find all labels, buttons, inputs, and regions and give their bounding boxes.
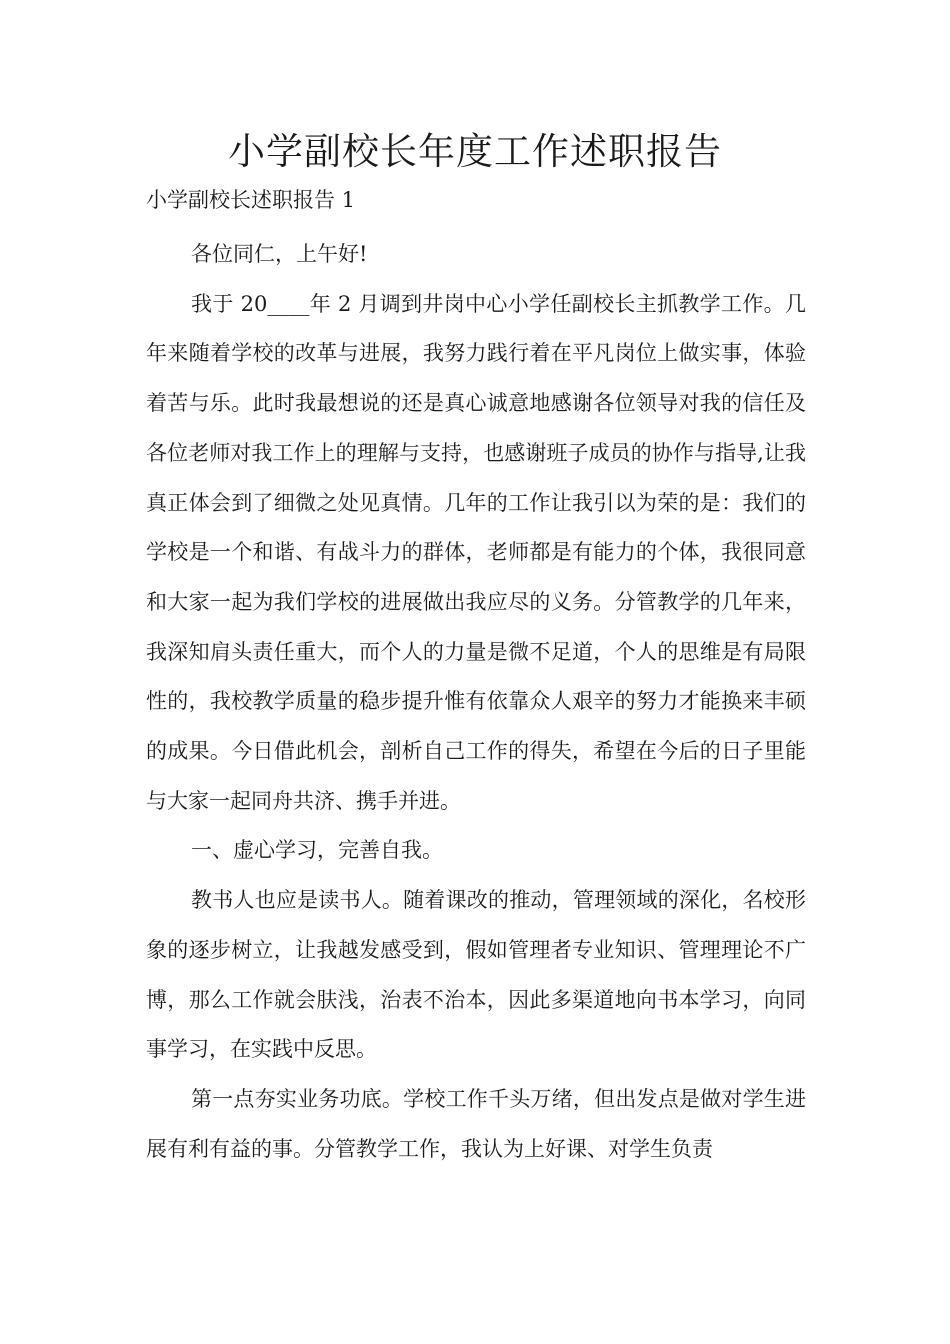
- document-body: [146, 230, 806, 1174]
- body-paragraph: 第一点夯实业务功底。学校工作千头万绪，但出发点是做对学生进展有利有益的事。分管教学工作，我认为上好课、对学生负责: [146, 1086, 806, 1161]
- document-subtitle: 小学副校长述职报告 1: [146, 188, 356, 212]
- greeting-paragraph: 各位同仁，上午好!: [191, 242, 368, 266]
- intro-paragraph: 我于 20____年 2 月调到井岗中心小学任副校长主抓教学工作。几年来随着学校的改革与进展，我努力践行着在平凡岗位上做实事，体验着苦与乐。此时我最想说的还是真心诚意地感谢各位领导对我的信任及各位老师对我工作上的理解与支持，也感谢班子成员的协作与指导,让我真正体会到了细微之处见真情。几年的工作让我引以为荣的是：我们的学校是一个和谐、有战斗力的群体，老师都是有能力的个体，我很同意和大家一起为我们学校的进展做出我应尽的义务。分管教学的几年来，我深知肩头责任重大，而个人的力量是微不足道，个人的思维是有局限性的，我校教学质量的稳步提升惟有依靠众人艰辛的努力才能换来丰硕的成果。今日借此机会，剖析自己工作的得失，希望在今后的日子里能与大家一起同舟共济、携手并进。: [146, 291, 806, 813]
- body-paragraph: 教书人也应是读书人。随着课改的推动，管理领域的深化，名校形象的逐步树立，让我越发感受到，假如管理者专业知识、管理理论不广博，那么工作就会肤浅，治表不治本，因此多渠道地向书本学习，向同事学习，在实践中反思。: [146, 888, 806, 1062]
- document-title: 小学副校长年度工作述职报告: [228, 130, 722, 173]
- section-heading: 一、虚心学习，完善自我。: [191, 838, 443, 863]
